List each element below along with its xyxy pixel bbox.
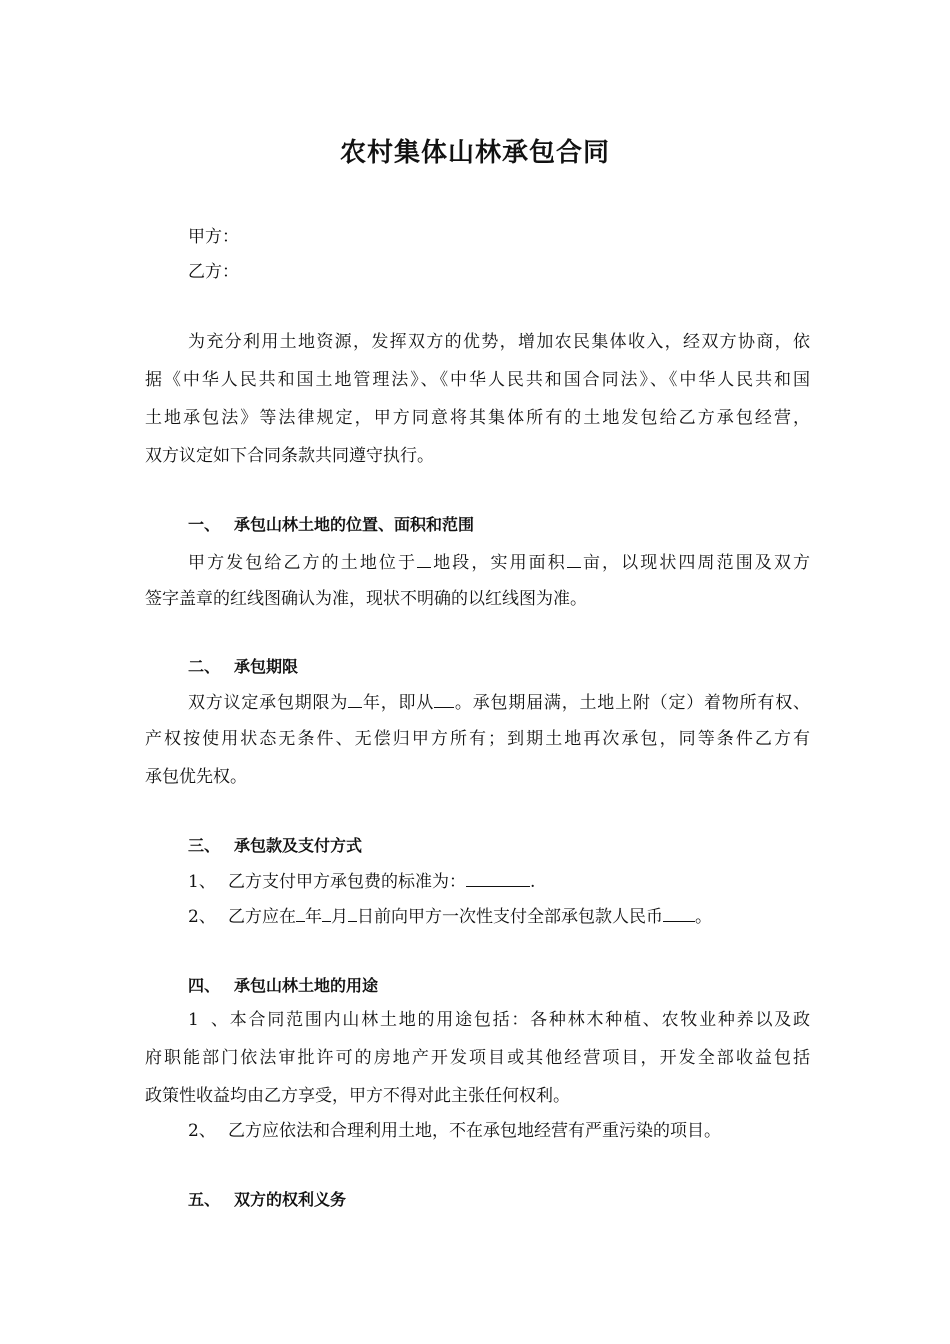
item-number: 1、 [188, 1010, 228, 1030]
item-number: 2、 [188, 1121, 216, 1141]
party-b-label: 乙方： [188, 262, 239, 282]
fee-standard-blank [466, 870, 530, 887]
section-4-number: 四、 [188, 976, 221, 995]
section-2-title: 承包期限 [234, 657, 299, 676]
section-2-line-3: 承包优先权。 [145, 767, 247, 787]
preamble-line-1: 为充分利用土地资源，发挥双方的优势，增加农民集体收入，经双方协商，依 [188, 332, 810, 352]
section-1-line-2: 签字盖章的红线图确认为准，现状不明确的以红线图为准。 [145, 589, 587, 609]
text-segment: 日前向甲方一次性支付全部承包款人民币 [357, 907, 663, 927]
text-segment: 月 [331, 907, 348, 927]
document-title: 农村集体山林承包合同 [339, 138, 610, 168]
section-4-heading [188, 976, 378, 996]
text-segment: 本合同范围内山林土地的用途包括：各种林木种植、农牧业种养以及政 [228, 1010, 810, 1030]
text-segment: 乙方应依法和合理利用土地，不在承包地经营有严重污染的项目。 [228, 1121, 721, 1141]
text-segment: 甲方发包给乙方的土地位于 [188, 553, 418, 573]
section-3-number: 三、 [188, 836, 221, 855]
item-number: 1、 [188, 872, 216, 892]
month-blank [322, 905, 331, 922]
section-2-line-2: 产权按使用状态无条件、无偿归甲方所有；到期土地再次承包，同等条件乙方有 [145, 729, 810, 749]
section-5-title: 双方的权利义务 [234, 1190, 347, 1209]
area-blank [567, 551, 581, 568]
section-5-heading [188, 1190, 346, 1210]
year-blank [296, 905, 305, 922]
amount-blank [663, 905, 695, 922]
section-3-item-1 [188, 870, 810, 892]
day-blank [348, 905, 357, 922]
term-period-blank [434, 691, 454, 708]
section-4-item-1-line-3: 政策性收益均由乙方享受，甲方不得对此主张任何权利。 [145, 1086, 570, 1106]
section-4-title: 承包山林土地的用途 [234, 976, 379, 995]
section-4-item-2 [188, 1121, 810, 1141]
term-years-blank [348, 691, 362, 708]
text-segment: 双方议定承包期限为 [188, 693, 349, 713]
text-segment: 。 [695, 907, 712, 927]
section-1-title: 承包山林土地的位置、面积和范围 [234, 515, 475, 534]
section-1-heading [188, 515, 474, 535]
text-segment: 地段，实用面积 [431, 553, 567, 573]
text-segment: 年 [305, 907, 322, 927]
section-1-line-1 [188, 551, 810, 573]
text-segment: 。承包期届满，土地上附（定）着物所有权、 [454, 693, 811, 713]
section-2-line-1 [188, 691, 810, 713]
text-segment: 乙方应在 [228, 907, 296, 927]
party-a-label: 甲方： [188, 227, 239, 247]
section-4-item-1-line-2: 府职能部门依法审批许可的房地产开发项目或其他经营项目，开发全部收益包括 [145, 1048, 810, 1068]
section-5-number: 五、 [188, 1190, 221, 1209]
section-2-number: 二、 [188, 657, 221, 676]
preamble-line-4: 双方议定如下合同条款共同遵守执行。 [145, 446, 434, 466]
item-number: 2、 [188, 907, 216, 927]
preamble-line-3: 土地承包法》等法律规定，甲方同意将其集体所有的土地发包给乙方承包经营， [145, 408, 810, 428]
preamble-line-2: 据《中华人民共和国土地管理法》、《中华人民共和国合同法》、《中华人民共和国 [145, 370, 810, 390]
section-3-item-2 [188, 905, 810, 927]
text-segment: 年，即从 [362, 693, 435, 713]
text-segment: 亩，以现状四周范围及双方 [580, 553, 810, 573]
text-segment: . [530, 872, 536, 892]
text-segment: 乙方支付甲方承包费的标准为： [228, 872, 466, 892]
section-1-number: 一、 [188, 515, 221, 534]
section-2-heading [188, 657, 298, 677]
section-3-heading [188, 836, 362, 856]
section-4-item-1-line-1 [188, 1010, 810, 1030]
location-blank [417, 551, 431, 568]
section-3-title: 承包款及支付方式 [234, 836, 363, 855]
